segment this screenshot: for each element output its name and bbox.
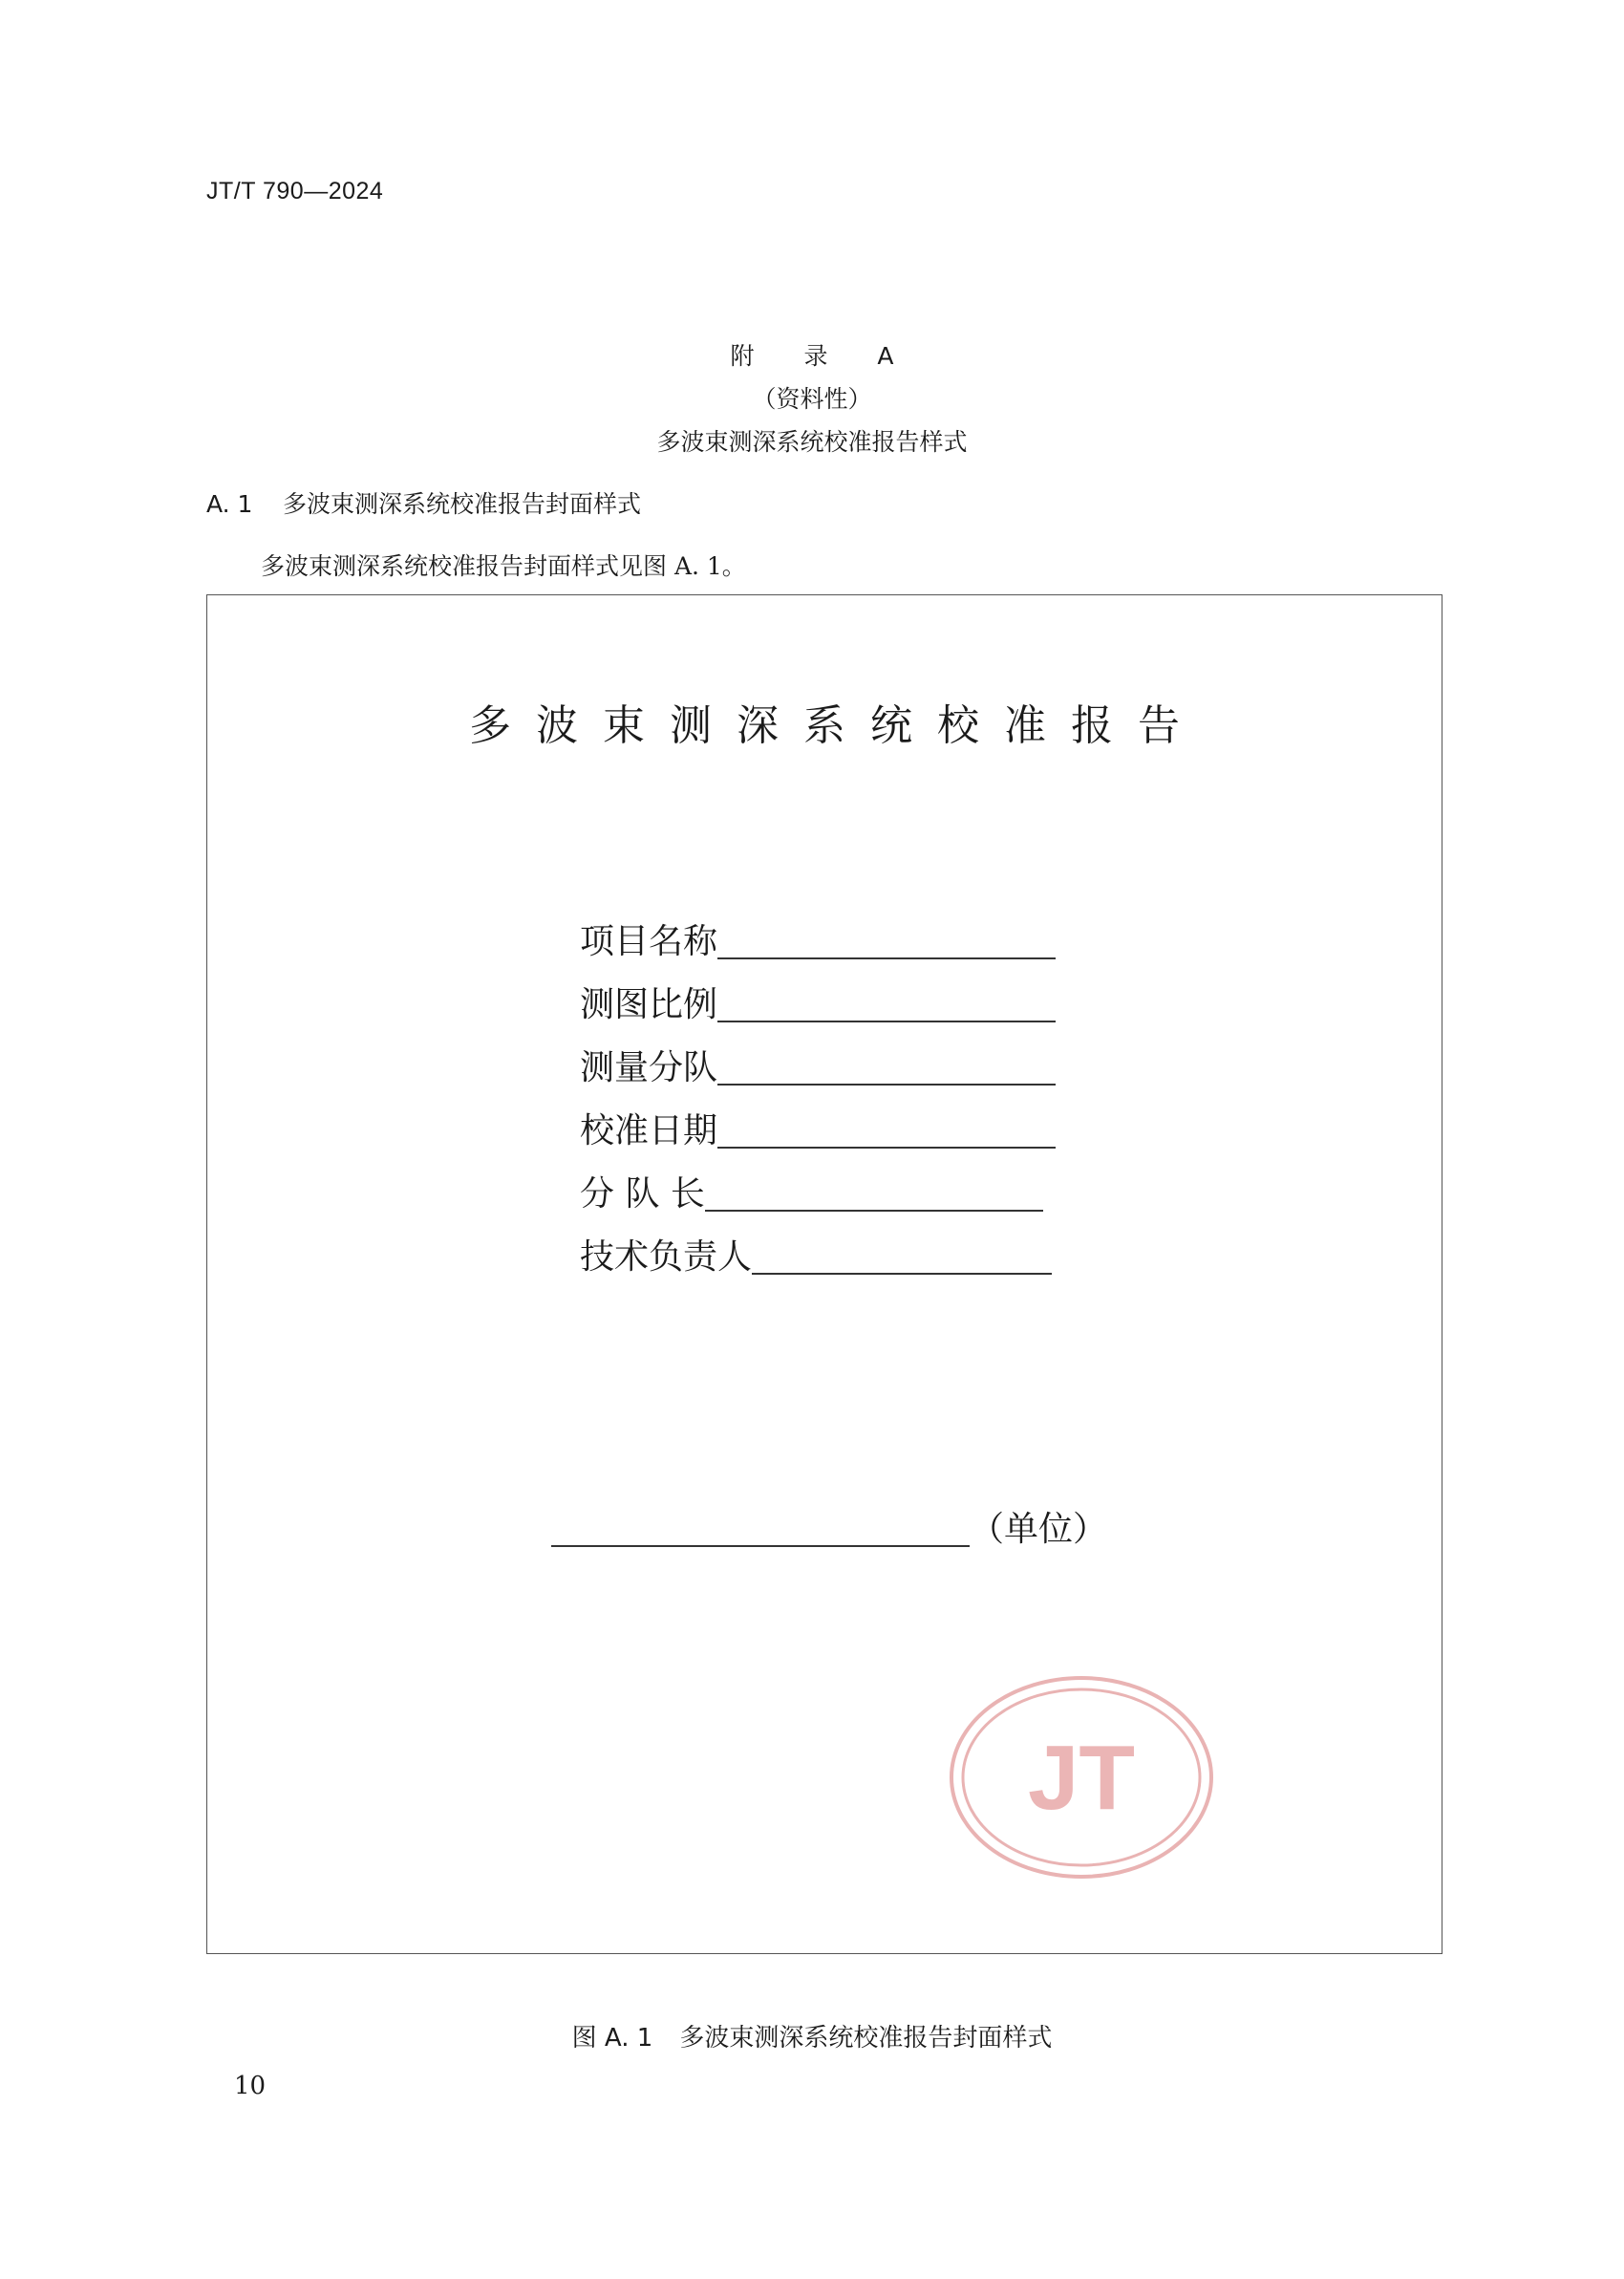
seal-text: JT: [1027, 1727, 1136, 1829]
field-blank-line: [752, 1235, 1052, 1275]
section-number: A. 1: [206, 490, 253, 518]
cover-title: 多波束测深系统校准报告: [469, 701, 1205, 750]
annex-type: （资料性）: [752, 385, 872, 413]
unit-row: [551, 1503, 1107, 1551]
section-title: 多波束测深系统校准报告封面样式: [283, 490, 642, 518]
running-header: JT/T 790—2024: [206, 178, 384, 204]
section-heading: [206, 485, 641, 520]
field-blank-line: [717, 982, 1056, 1022]
cover-field-project-name: [580, 915, 1056, 963]
cover-field-scale: [580, 978, 1056, 1026]
field-label: 测量分队: [580, 1048, 718, 1087]
figure-caption: [0, 2018, 1624, 2053]
body-paragraph: 多波束测深系统校准报告封面样式见图 A. 1。: [261, 552, 746, 580]
jt-seal-icon: [948, 1675, 1215, 1881]
annex-title: 多波束测深系统校准报告样式: [656, 428, 968, 456]
field-label: 项目名称: [580, 922, 718, 961]
field-blank-line: [705, 1172, 1043, 1212]
field-label: 测图比例: [580, 985, 718, 1024]
unit-label: （单位）: [970, 1510, 1108, 1549]
cover-field-team-leader: [580, 1168, 1043, 1215]
cover-field-calibration-date: [580, 1105, 1056, 1152]
field-blank-line: [717, 1108, 1056, 1149]
figure-number: 图 A. 1: [571, 2024, 653, 2053]
figure-title: 多波束测深系统校准报告封面样式: [679, 2024, 1053, 2053]
field-label: 校准日期: [580, 1111, 718, 1150]
field-blank-line: [717, 1045, 1056, 1086]
annex-label: 附 录 A: [730, 342, 915, 370]
figure-frame: [206, 594, 1442, 1954]
annex-heading: [0, 334, 1624, 463]
page-number: 10: [234, 2072, 267, 2100]
field-blank-line: [717, 919, 1056, 959]
cover-field-technical-lead: [580, 1231, 1052, 1279]
cover-field-survey-team: [580, 1042, 1056, 1089]
unit-blank-line: [551, 1507, 970, 1547]
field-label: 分 队 长: [580, 1174, 705, 1214]
field-label: 技术负责人: [580, 1237, 753, 1277]
